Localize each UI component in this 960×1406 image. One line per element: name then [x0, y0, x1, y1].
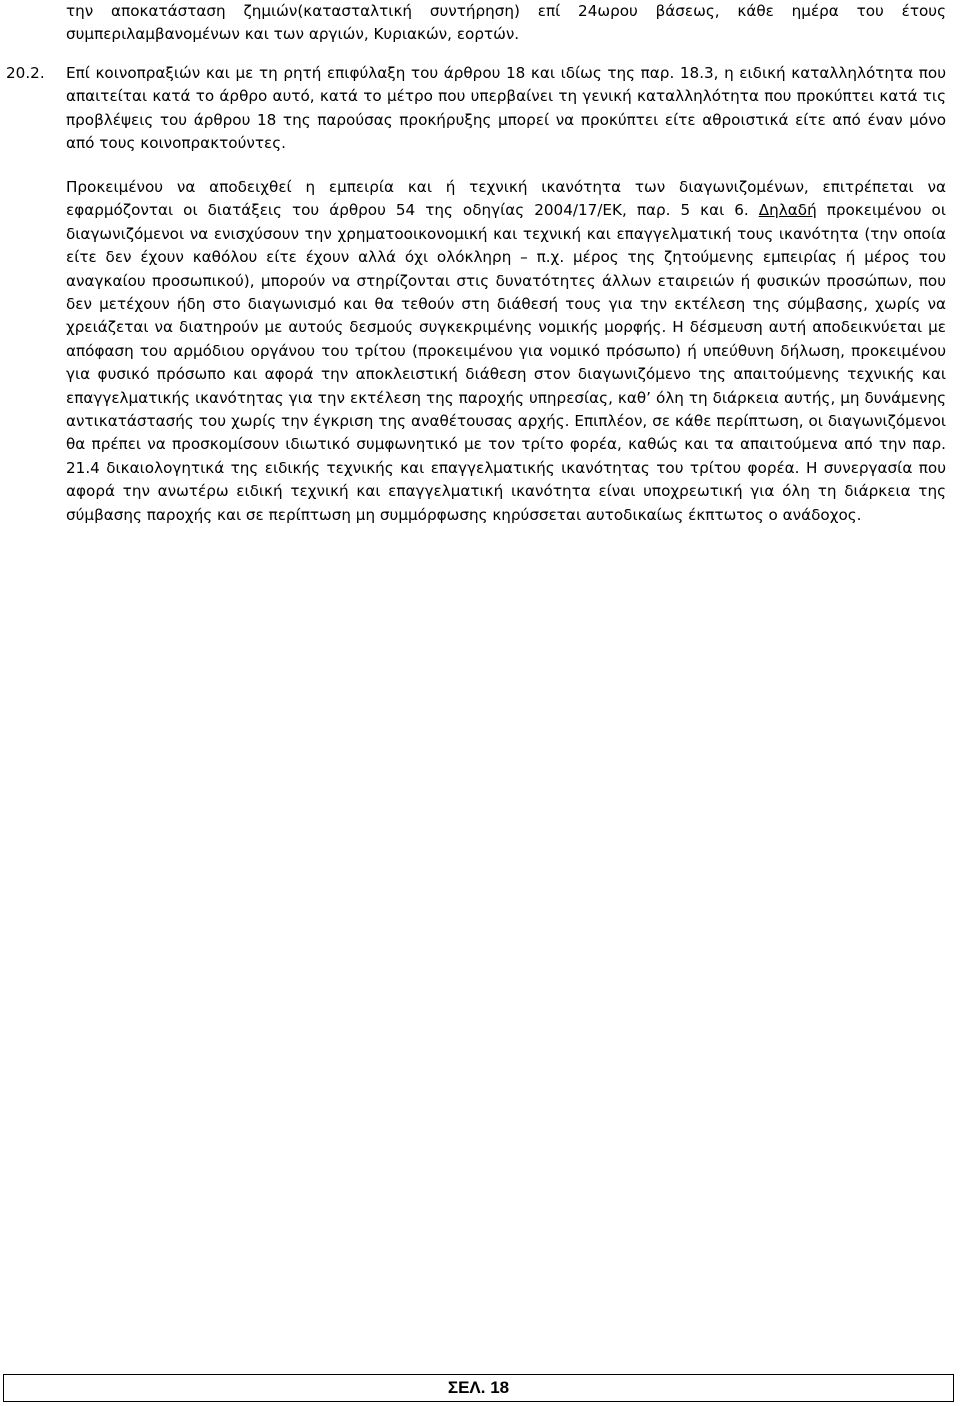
section-text: Επί κοινοπραξιών και με τη ρητή επιφύλαξη του άρθρου 18 και ιδίως της παρ. 18.3, η ειδική καταλληλότητα που απαιτείται κατά το άρθρο αυτό, κατά το μέτρο που υπερβαίνει τη γενική καταλληλότητα που προκύπτει κατά τις προβλέψεις του άρθρου 18 της παρούσας προκήρυξης μπορεί να προκύπτει είτε αθροιστικά είτε από έναν μόνο από τους κοινοπρακτούντες. — [66, 64, 946, 153]
main-paragraph-part2: προκειμένου οι διαγωνιζόμενοι να ενισχύσουν την χρηματοοικονομική και τεχνική και επαγγελματική τους ικανότητα (την οποία είτε δεν έχουν καθόλου είτε έχουν αλλά όχι ολόκληρη – π.χ. μέρος της ζητούμενης εμπειρίας ή μέρος του αναγκαίου προσωπικού), μπορούν να στηρίζονται στις δυνατότητες άλλων εταιρειών ή φυσικών προσώπων, που δεν μετέχουν ήδη στο διαγωνισμό και θα τεθούν στη διάθεσή τους για την εκτέλεση της σύμβασης, χωρίς να χρειάζεται να διατηρούν με αυτούς δεσμούς συγκεκριμένης νομικής μορφής. Η δέσμευση αυτή αποδεικνύεται με απόφαση του αρμόδιου οργάνου του τρίτου (προκειμένου για νομικό πρόσωπο) ή υπεύθυνη δήλωση, προκειμένου για φυσικό πρόσωπο και αφορά την αποκλειστική διάθεση στον διαγωνιζόμενο της απαιτούμενης τεχνικής και επαγγελματικής ικανότητας για την εκτέλεση της παροχής υπηρεσίας, καθ’ όλη τη διάρκεια αυτής, μη δυνάμενης αντικατάστασής του χωρίς την έγκριση της αναθέτουσας αρχής. Επιπλέον, σε κάθε περίπτωση, οι διαγωνιζόμενοι θα πρέπει να προσκομίσουν ιδιωτικό συμφωνητικό με τον τρίτο φορέα, καθώς και τα απαιτούμενα από την παρ. 21.4 δικαιολογητικά της ειδικής τεχνικής και επαγγελματικής ικανότητας του τρίτου φορέα. Η συνεργασία που αφορά την ανωτέρω ειδική τεχνική και επαγγελματική ικανότητα είναι υποχρεωτική για όλη τη διάρκεια της σύμβασης παροχής και σε περίπτωση μη συμμόρφωσης κηρύσσεται αυτοδικαίως έκπτωτος ο ανάδοχος. — [66, 201, 946, 524]
page-number-label: ΣΕΛ. 18 — [447, 1378, 510, 1397]
main-paragraph-part1: Προκειμένου να αποδειχθεί η εμπειρία και ή τεχνική ικανότητα των διαγωνιζομένων, επιτρέπεται να εφαρμόζονται οι διατάξεις του άρθρου 54 της οδηγίας 2004/17/ΕΚ, παρ. 5 και 6. — [66, 178, 946, 220]
main-paragraph — [66, 176, 946, 527]
section-number: 20.2. — [6, 64, 45, 82]
main-paragraph-underlined: Δηλαδή — [758, 201, 817, 220]
page-footer — [3, 1374, 954, 1402]
paragraph-continuation: την αποκατάσταση ζημιών(κατασταλτική συντήρηση) επί 24ωρου βάσεως, κάθε ημέρα του έτους συμπεριλαμβανομένων και των αργιών, Κυριακών, εορτών. — [66, 2, 946, 44]
